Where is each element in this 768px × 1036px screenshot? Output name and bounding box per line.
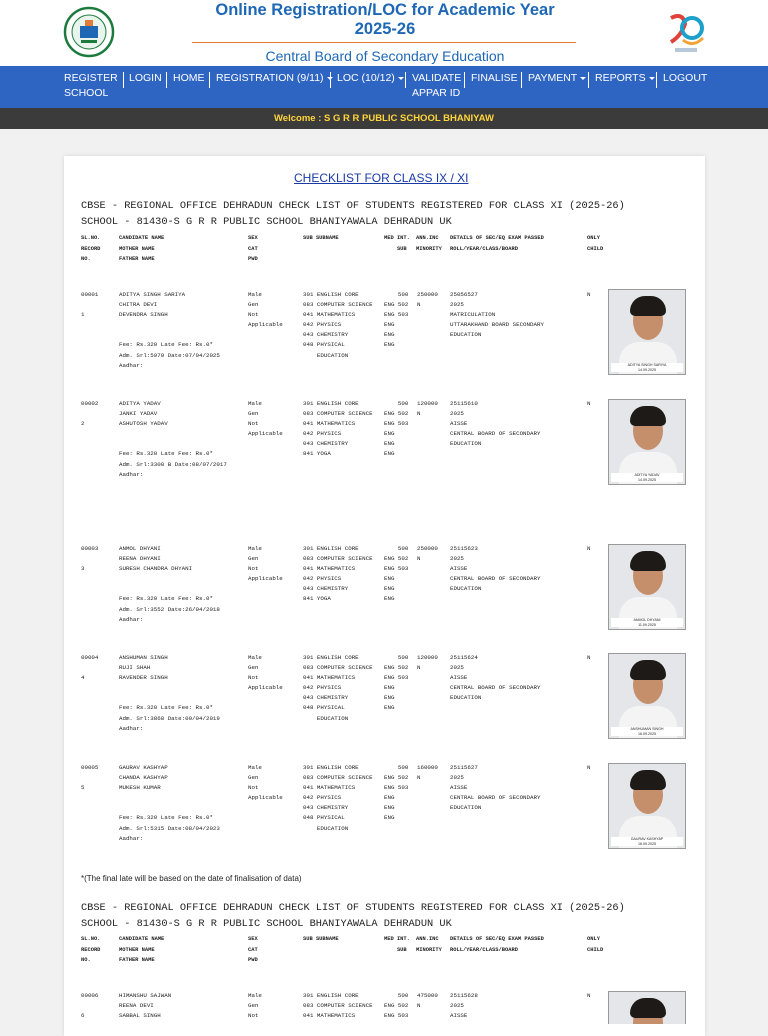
nav-separator — [123, 72, 124, 88]
nav-logout[interactable]: LOGOUT — [663, 72, 708, 84]
student-sex-cat: Male Gen Not Applicable — [248, 400, 283, 438]
nav-separator — [656, 72, 657, 88]
col-subject-header: SUB SUBNAME — [303, 936, 339, 942]
student-subjects: 301 ENGLISH CORE 083 COMPUTER SCIENCE 041 MATHEMATICS — [303, 992, 373, 1020]
nav-login[interactable]: LOGIN — [129, 72, 162, 84]
checklist-class-link[interactable]: CHECKLIST FOR CLASS IX / XI — [294, 171, 469, 185]
site-header — [0, 0, 768, 66]
student-medium: 500 ENG 502 ENG 503 — [384, 992, 409, 1020]
nav-registration-dropdown[interactable] — [216, 71, 333, 86]
col-med-header: MED INT. SUB — [384, 936, 410, 953]
student-only-child: N — [587, 545, 591, 552]
student-medium: 500 ENG 502 ENG 503 ENG ENG ENG — [384, 400, 409, 458]
student-exam-details: 25056527 2025 MATRICULATION UTTARAKHAND BOARD SECONDARY EDUCATION — [450, 291, 544, 339]
student-photo — [608, 399, 686, 485]
col-med-header: MED INT. SUB — [384, 235, 410, 252]
nav-reports-label: REPORTS — [595, 72, 646, 84]
nav-payment-label: PAYMENT — [528, 72, 578, 84]
student-medium: 500 ENG 502 ENG 503 ENG ENG ENG — [384, 764, 409, 822]
nav-separator — [521, 72, 522, 88]
student-record-no: 00001 1 — [81, 291, 99, 319]
photo-caption: ANMOL DHYANI 11.09.2025 — [611, 618, 683, 627]
title-divider — [192, 42, 576, 43]
col-sex-header: SEX CAT PWD — [248, 936, 258, 963]
student-exam-details: 25115623 2025 AISSE CENTRAL BOARD OF SECONDARY EDUCATION — [450, 545, 541, 593]
finalisation-footnote: *(The final late will be based on the date of finalisation of data) — [81, 874, 302, 883]
student-income: 120000 N — [417, 654, 438, 672]
student-names: ANMOL DHYANI REENA DHYANI SURESH CHANDRA DHYANI Fee: Rs.320 Late Fee: Rs.0* Adm. Srl:3552 Date:26/04/2018 Aadhar: — [119, 545, 220, 623]
student-income: 160000 N — [417, 764, 438, 782]
student-photo — [608, 653, 686, 739]
student-record-no: 00006 6 — [81, 992, 99, 1020]
student-only-child: N — [587, 400, 591, 407]
photo-caption: ADITYA SINGH SARIYA 14.09.2025 — [611, 363, 683, 372]
student-income: 250000 N — [417, 545, 438, 563]
student-subjects: 301 ENGLISH CORE 083 COMPUTER SCIENCE 041 MATHEMATICS 042 PHYSICS 043 CHEMISTRY 048 PHYSICAL EDUCATION — [303, 654, 373, 722]
report-title: CBSE - REGIONAL OFFICE DEHRADUN CHECK LIST OF STUDENTS REGISTERED FOR CLASS XI (2025-26) — [81, 902, 625, 914]
student-only-child: N — [587, 654, 591, 661]
student-record-no: 00003 3 — [81, 545, 99, 573]
col-income-header: ANN.INC MINORITY — [416, 235, 442, 252]
student-record-no: 00002 2 — [81, 400, 99, 428]
nav-separator — [166, 72, 167, 88]
col-details-header: DETAILS OF SEC/EQ EXAM PASSED ROLL/YEAR/CLASS/BOARD — [450, 235, 544, 252]
student-record-no: 00004 4 — [81, 654, 99, 682]
student-sex-cat: Male Gen Not Applicable — [248, 545, 283, 583]
student-sex-cat: Male Gen Not — [248, 992, 262, 1020]
student-photo — [608, 763, 686, 849]
student-subjects: 301 ENGLISH CORE 083 COMPUTER SCIENCE 041 MATHEMATICS 042 PHYSICS 043 CHEMISTRY 841 YOGA — [303, 400, 373, 458]
student-income: 475000 N — [417, 992, 438, 1010]
col-candidate-header: CANDIDATE NAME MOTHER NAME FATHER NAME — [119, 936, 165, 963]
col-only-child-header: ONLY CHILD — [587, 235, 604, 252]
chevron-down-icon — [580, 77, 586, 80]
nav-loc-label: LOC (10/12) — [337, 72, 395, 84]
photo-caption: ANSHUMAN SINGH 16.09.2025 — [611, 727, 683, 736]
col-income-header: ANN.INC MINORITY — [416, 936, 442, 953]
student-medium: 500 ENG 502 ENG 503 ENG ENG ENG — [384, 545, 409, 603]
col-candidate-header: CANDIDATE NAME MOTHER NAME FATHER NAME — [119, 235, 165, 262]
nav-validate-appar-id[interactable]: VALIDATE APPAR ID — [412, 72, 462, 99]
nav-reports-dropdown[interactable] — [595, 71, 655, 86]
col-subject-header: SUB SUBNAME — [303, 235, 339, 241]
student-income: 250000 N — [417, 291, 438, 309]
student-sex-cat: Male Gen Not Applicable — [248, 764, 283, 802]
nav-separator — [209, 72, 210, 88]
student-sex-cat: Male Gen Not Applicable — [248, 291, 283, 329]
student-names: ADITYA YADAV JANKI YADAV ASHUTOSH YADAV Fee: Rs.320 Late Fee: Rs.0* Adm. Srl:3308 B Date:08/07/2017 Aadhar: — [119, 400, 227, 478]
student-exam-details: 25115627 2025 AISSE CENTRAL BOARD OF SECONDARY EDUCATION — [450, 764, 541, 812]
nav-separator — [464, 72, 465, 88]
student-names: GAURAV KASHYAP CHANDA KASHYAP MUKESH KUMAR Fee: Rs.320 Late Fee: Rs.0* Adm. Srl:5315 Date:08/04/2023 Aadhar: — [119, 764, 220, 842]
col-record-header: SL.NO. RECORD NO. — [81, 936, 101, 963]
page-title: Online Registration/LOC for Academic Year 2025-26 — [215, 1, 555, 38]
col-record-header: SL.NO. RECORD NO. — [81, 235, 101, 262]
student-medium: 500 ENG 502 ENG 503 ENG ENG ENG — [384, 291, 409, 349]
student-exam-details: 25115624 2025 AISSE CENTRAL BOARD OF SECONDARY EDUCATION — [450, 654, 541, 702]
student-photo — [608, 289, 686, 375]
student-photo — [608, 991, 686, 1024]
school-line: SCHOOL - 81430-S G R R PUBLIC SCHOOL BHANIYAWALA DEHRADUN UK — [81, 216, 452, 228]
photo-caption: ADITYA YADAV 14.09.2025 — [611, 473, 683, 482]
student-only-child: N — [587, 764, 591, 771]
student-names: HIMANSHU SAJWAN REENA DEVI SABBAL SINGH — [119, 992, 172, 1020]
report-title: CBSE - REGIONAL OFFICE DEHRADUN CHECK LIST OF STUDENTS REGISTERED FOR CLASS XI (2025-26) — [81, 200, 625, 212]
student-only-child: N — [587, 992, 591, 999]
nav-home[interactable]: HOME — [173, 72, 205, 84]
student-exam-details: 25115628 2025 AISSE — [450, 992, 478, 1020]
student-only-child: N — [587, 291, 591, 298]
student-names: ADITYA SINGH SARIYA CHITRA DEVI DEVENDRA SINGH Fee: Rs.320 Late Fee: Rs.0* Adm. Srl:5979 Date:07/04/2025 Aadhar: — [119, 291, 220, 369]
school-line: SCHOOL - 81430-S G R R PUBLIC SCHOOL BHANIYAWALA DEHRADUN UK — [81, 918, 452, 930]
nav-separator — [330, 72, 331, 88]
welcome-banner: Welcome : S G R R PUBLIC SCHOOL BHANIYAW — [0, 108, 768, 129]
student-subjects: 301 ENGLISH CORE 083 COMPUTER SCIENCE 041 MATHEMATICS 042 PHYSICS 043 CHEMISTRY 048 PHYSICAL EDUCATION — [303, 291, 373, 359]
student-subjects: 301 ENGLISH CORE 083 COMPUTER SCIENCE 041 MATHEMATICS 042 PHYSICS 043 CHEMISTRY 841 YOGA — [303, 545, 373, 603]
cbse-emblem-logo[interactable] — [63, 6, 115, 58]
student-subjects: 301 ENGLISH CORE 083 COMPUTER SCIENCE 041 MATHEMATICS 042 PHYSICS 043 CHEMISTRY 048 PHYSICAL EDUCATION — [303, 764, 373, 832]
student-income: 120000 N — [417, 400, 438, 418]
student-medium: 500 ENG 502 ENG 503 ENG ENG ENG — [384, 654, 409, 712]
col-details-header: DETAILS OF SEC/EQ EXAM PASSED ROLL/YEAR/CLASS/BOARD — [450, 936, 544, 953]
cbse-70-years-logo — [665, 10, 707, 56]
photo-caption: GAURAV KASHYAP 16.09.2025 — [611, 837, 683, 846]
student-photo — [608, 544, 686, 630]
nav-finalise[interactable]: FINALISE — [471, 72, 518, 84]
student-sex-cat: Male Gen Not Applicable — [248, 654, 283, 692]
main-navbar — [0, 66, 768, 108]
col-only-child-header: ONLY CHILD — [587, 936, 604, 953]
nav-payment-dropdown[interactable] — [528, 71, 586, 86]
chevron-down-icon — [398, 77, 404, 80]
student-exam-details: 25115610 2025 AISSE CENTRAL BOARD OF SECONDARY EDUCATION — [450, 400, 541, 448]
nav-loc-dropdown[interactable] — [337, 71, 404, 86]
student-record-no: 00005 5 — [81, 764, 99, 792]
page-subtitle: Central Board of Secondary Education — [265, 48, 505, 64]
nav-separator — [405, 72, 406, 88]
nav-register-school[interactable]: REGISTER SCHOOL — [64, 72, 118, 99]
nav-separator — [588, 72, 589, 88]
nav-registration-label: REGISTRATION (9/11) — [216, 72, 324, 84]
chevron-down-icon — [649, 77, 655, 80]
col-sex-header: SEX CAT PWD — [248, 235, 258, 262]
student-names: ANSHUMAN SINGH RUJI SHAH RAVENDER SINGH Fee: Rs.320 Late Fee: Rs.0* Adm. Srl:3868 Date:09/04/2019 Aadhar: — [119, 654, 220, 732]
